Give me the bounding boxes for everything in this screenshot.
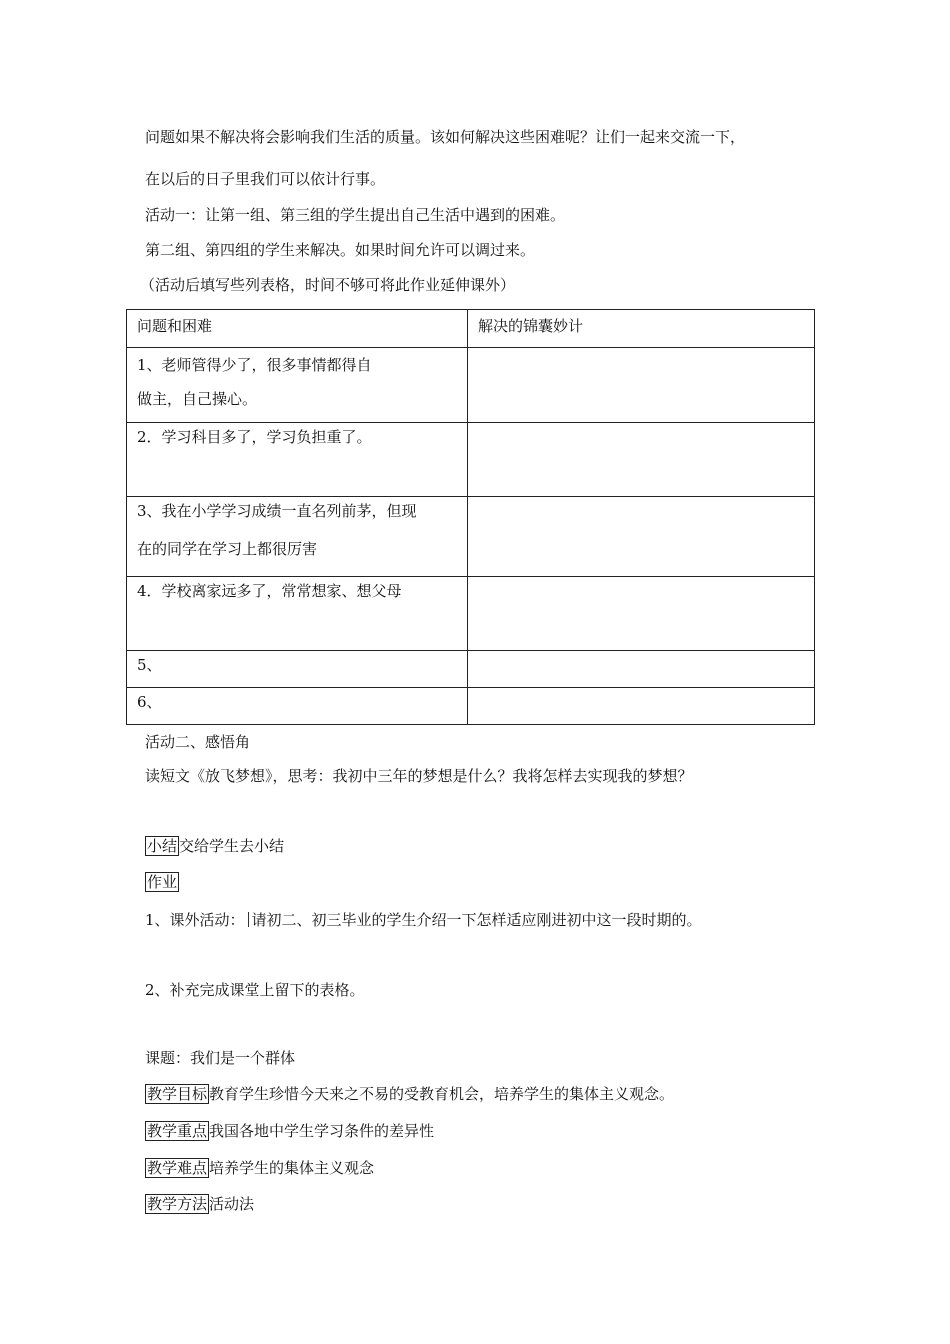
activity1-line: 活动一：让第一组、第三组的学生提出自己生活中遇到的困难。	[145, 206, 566, 224]
activity2-title: 活动二、感悟角	[145, 733, 251, 751]
difficulty-label: 教学难点	[147, 1159, 208, 1177]
solution-cell[interactable]	[468, 577, 815, 651]
homework-item-1-text: 请初二、初三毕业的学生介绍一下怎样适应刚进初中这一段时期的。	[251, 911, 702, 929]
activity1-line-2: 第二组、第四组的学生来解决。如果时间允许可以调过来。	[145, 241, 536, 259]
table-row	[127, 423, 815, 497]
header-solutions: 解决的锦囊妙计	[468, 310, 815, 348]
problem-line: 4．学校离家远多了，常常想家、想父母	[137, 582, 402, 600]
table-row	[127, 688, 815, 725]
goal-label: 教学目标	[147, 1085, 208, 1103]
text-cursor	[248, 912, 249, 927]
problem-cell	[127, 348, 468, 423]
problem-line: 1、老师管得少了，很多事情都得自	[137, 356, 372, 374]
problem-line: 做主，自己操心。	[137, 390, 258, 408]
lesson-difficulty	[145, 1158, 374, 1178]
table-note: （活动后填写些列表格，时间不够可将此作业延伸课外）	[140, 276, 516, 294]
difficulty-table	[126, 309, 815, 725]
homework-heading	[145, 872, 179, 892]
problem-cell	[127, 651, 468, 688]
lesson-method	[145, 1194, 254, 1214]
lesson-goal	[145, 1084, 674, 1104]
table-row	[127, 577, 815, 651]
homework-item-2: 2、补充完成课堂上留下的表格。	[145, 981, 365, 999]
method-text: 活动法	[209, 1195, 255, 1213]
problem-line: 2．学习科目多了，学习负担重了。	[137, 428, 372, 446]
problem-cell	[127, 423, 468, 497]
activity2-text: 读短文《放飞梦想》，思考：我初中三年的梦想是什么？我将怎样去实现我的梦想？	[145, 767, 693, 785]
table-row	[127, 651, 815, 688]
solution-cell[interactable]	[468, 688, 815, 725]
header-problems: 问题和困难	[127, 310, 468, 348]
key-text: 我国各地中学生学习条件的差异性	[209, 1122, 435, 1140]
solution-cell[interactable]	[468, 651, 815, 688]
problem-cell	[127, 577, 468, 651]
problem-line: 在的同学在学习上都很厉害	[137, 540, 318, 558]
goal-text: 教育学生珍惜今天来之不易的受教育机会，培养学生的集体主义观念。	[209, 1085, 675, 1103]
solution-cell[interactable]	[468, 348, 815, 423]
problem-cell	[127, 688, 468, 725]
homework-item-1	[145, 910, 702, 930]
table-header-row	[127, 310, 815, 348]
problem-line: 5、	[137, 656, 162, 674]
summary-label: 小结	[147, 837, 178, 855]
key-label: 教学重点	[147, 1122, 208, 1140]
solution-cell[interactable]	[468, 423, 815, 497]
homework-item-1-prefix: 1、课外活动：	[145, 911, 245, 929]
lesson-key-point	[145, 1121, 434, 1141]
solution-cell[interactable]	[468, 497, 815, 577]
problem-line: 3、我在小学学习成绩一直名列前茅，但现	[137, 502, 417, 520]
homework-label: 作业	[147, 873, 178, 891]
problem-cell	[127, 497, 468, 577]
method-label: 教学方法	[147, 1195, 208, 1213]
intro-line-1: 问题如果不解决将会影响我们生活的质量。该如何解决这些困难呢？让们一起来交流一下，	[145, 128, 746, 146]
problem-line: 6、	[137, 693, 162, 711]
summary-text: 交给学生去小结	[179, 837, 285, 855]
intro-line-2: 在以后的日子里我们可以依计行事。	[145, 170, 386, 188]
lesson-title: 课题：我们是一个群体	[145, 1049, 296, 1067]
summary-line	[145, 836, 284, 856]
table-row	[127, 348, 815, 423]
table-row	[127, 497, 815, 577]
difficulty-text: 培养学生的集体主义观念	[209, 1159, 375, 1177]
